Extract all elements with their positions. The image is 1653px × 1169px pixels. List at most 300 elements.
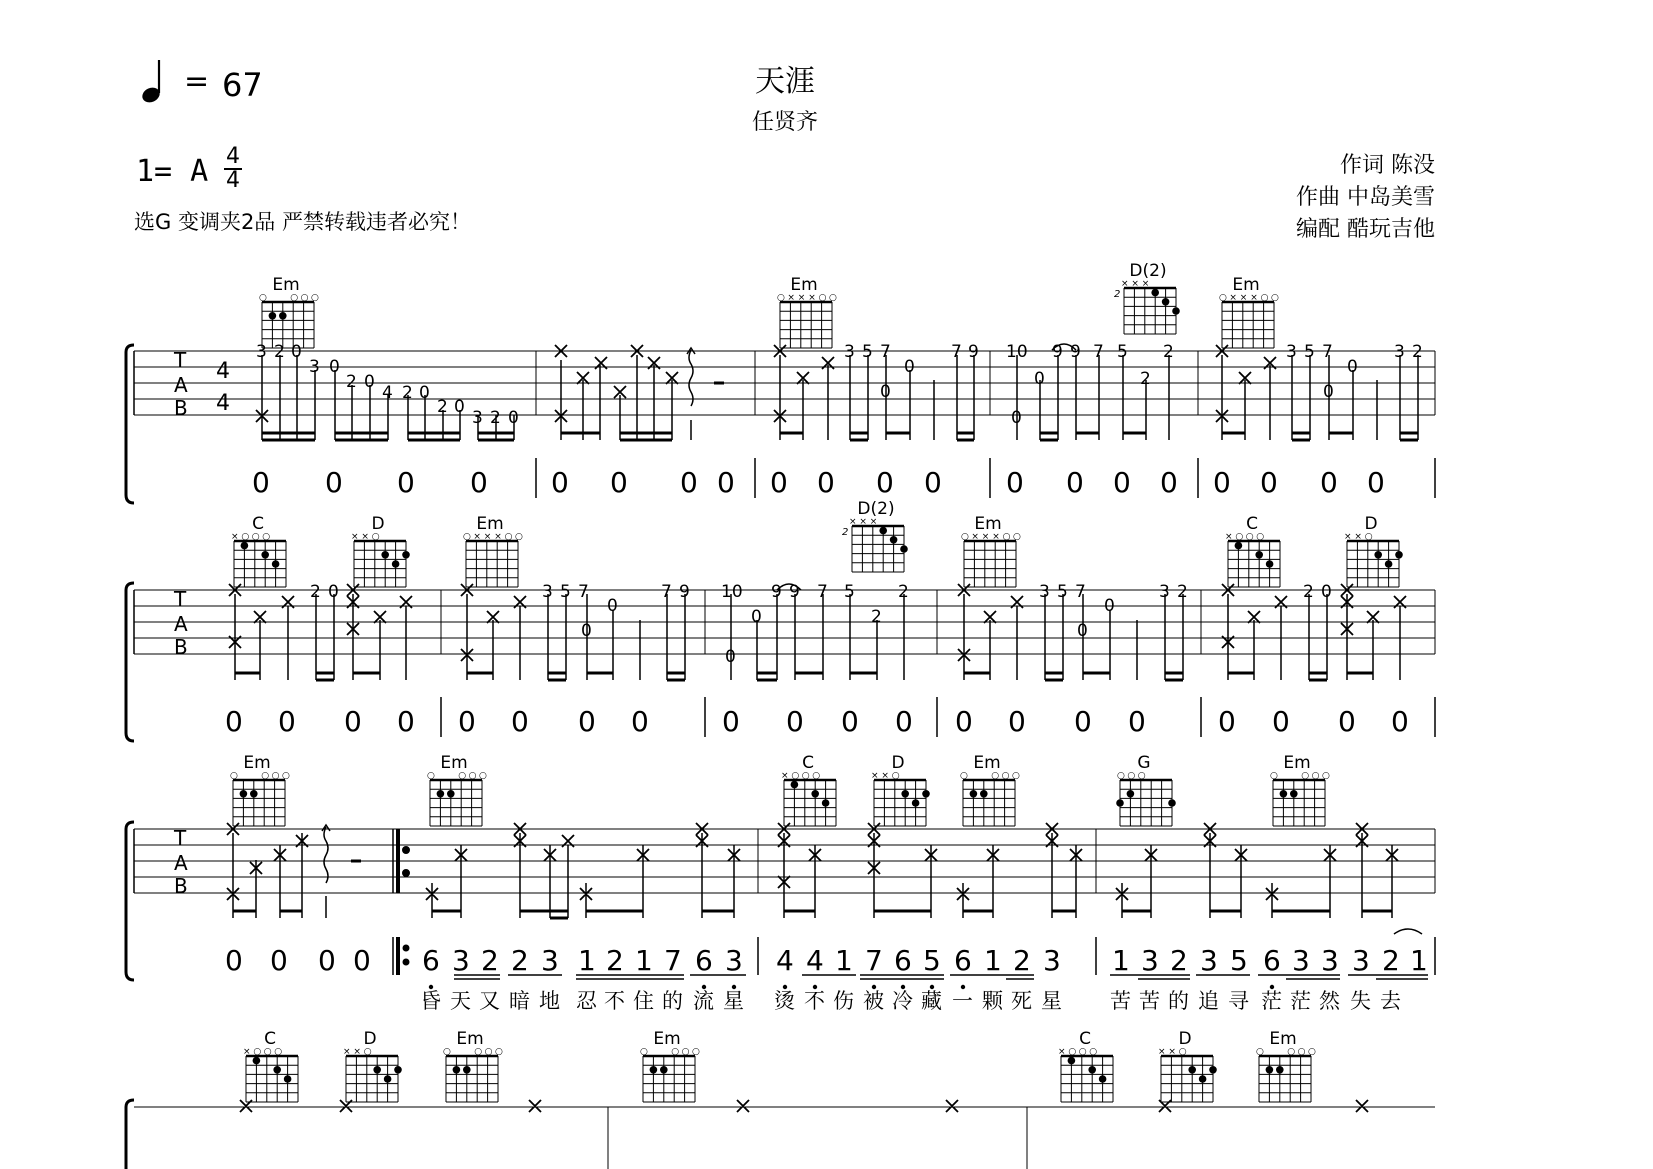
svg-text:○: ○ (1245, 532, 1254, 542)
svg-text:2: 2 (1163, 342, 1174, 362)
chord-diagram-d2 (1114, 261, 1182, 342)
chord-grid-icon (1118, 772, 1178, 830)
svg-text:○: ○ (479, 771, 487, 781)
svg-text:0: 0 (325, 466, 343, 499)
chord-name: D (1364, 514, 1378, 534)
svg-text:×: × (483, 532, 492, 542)
svg-text:×: × (1344, 532, 1352, 542)
svg-text:7: 7 (664, 944, 682, 977)
svg-text:3: 3 (1141, 944, 1159, 977)
svg-text:○: ○ (1002, 532, 1011, 542)
svg-text:烫: 烫 (774, 989, 795, 1013)
svg-text:○: ○ (777, 293, 785, 303)
svg-text:0: 0 (1321, 582, 1332, 602)
chord-diagram-d (344, 1030, 404, 1110)
tab-clef-a: A (174, 373, 188, 397)
svg-text:0: 0 (1323, 382, 1334, 402)
chord-diagram-c (1226, 515, 1286, 595)
svg-text:9: 9 (1070, 342, 1081, 362)
svg-text:A: A (174, 612, 188, 636)
svg-text:7: 7 (817, 582, 828, 602)
svg-text:0: 0 (607, 596, 618, 616)
svg-text:○: ○ (812, 771, 821, 781)
svg-text:B: B (174, 874, 188, 898)
svg-text:0: 0 (1367, 466, 1385, 499)
tempo-equals: = (184, 64, 210, 99)
svg-text:4: 4 (806, 944, 824, 977)
svg-text:○: ○ (1219, 293, 1227, 303)
chord-grid-icon (1220, 294, 1280, 352)
chord-name: Em (440, 753, 468, 773)
svg-text:7: 7 (1093, 342, 1104, 362)
svg-text:5: 5 (862, 342, 873, 362)
chord-grid-icon (344, 1048, 404, 1106)
svg-text:×: × (351, 532, 359, 542)
chord-name: Em (973, 753, 1001, 773)
svg-text:3: 3 (1352, 944, 1370, 977)
svg-text:10: 10 (721, 582, 743, 602)
tempo-bpm: 67 (222, 66, 263, 104)
svg-text:9: 9 (771, 582, 782, 602)
song-title: 天涯 (755, 64, 815, 99)
svg-text:×: × (353, 1047, 361, 1057)
arranger: 编配 酷玩吉他 (1296, 217, 1435, 242)
chord-grid-icon (352, 533, 412, 591)
svg-text:×: × (787, 293, 795, 303)
svg-text:3: 3 (844, 342, 855, 362)
svg-text:○: ○ (230, 771, 238, 781)
svg-text:0: 0 (278, 705, 296, 738)
svg-text:×: × (473, 532, 481, 542)
chord-name: Em (456, 1029, 484, 1049)
svg-text:1: 1 (984, 944, 1002, 977)
svg-text:0: 0 (328, 582, 339, 602)
svg-text:○: ○ (1256, 532, 1265, 542)
chord-grid-icon (231, 772, 291, 830)
svg-text:不: 不 (604, 989, 625, 1013)
svg-text:一: 一 (952, 989, 973, 1013)
svg-text:0: 0 (1320, 466, 1338, 499)
svg-text:×: × (1354, 532, 1362, 542)
svg-text:○: ○ (1068, 1047, 1077, 1057)
svg-text:茫: 茫 (1261, 989, 1282, 1013)
svg-text:0: 0 (955, 705, 973, 738)
svg-text:天: 天 (450, 989, 471, 1013)
svg-text:0: 0 (397, 466, 415, 499)
svg-text:0: 0 (610, 466, 628, 499)
chord-grid-icon (464, 533, 524, 591)
svg-text:0: 0 (225, 705, 243, 738)
jianpu-row2 (225, 705, 1409, 738)
svg-text:2: 2 (1013, 944, 1031, 977)
tab-clef-3 (173, 826, 188, 898)
svg-text:0: 0 (786, 705, 804, 738)
svg-text:×: × (992, 532, 1000, 542)
time-signature-bottom: 4 (226, 168, 240, 193)
svg-text:0: 0 (1338, 705, 1356, 738)
capo-note: 选G 变调夹2品 严禁转载违者必究！ (134, 210, 471, 234)
svg-text:×: × (797, 293, 806, 303)
svg-text:○: ○ (427, 771, 435, 781)
svg-text:2: 2 (898, 582, 909, 602)
svg-text:星: 星 (1041, 989, 1062, 1013)
system-2 (126, 583, 1435, 741)
svg-text:0: 0 (329, 357, 340, 377)
chord-grid-icon (1345, 533, 1405, 591)
svg-text:苦: 苦 (1139, 989, 1160, 1013)
svg-text:5: 5 (560, 582, 571, 602)
svg-text:○: ○ (443, 1047, 451, 1057)
svg-text:6: 6 (695, 944, 713, 977)
svg-text:○: ○ (474, 1047, 483, 1057)
svg-text:0: 0 (578, 705, 596, 738)
svg-text:3: 3 (542, 582, 553, 602)
svg-text:3: 3 (541, 944, 559, 977)
svg-text:○: ○ (363, 1047, 372, 1057)
svg-text:0: 0 (880, 382, 891, 402)
svg-text:0: 0 (1128, 705, 1146, 738)
svg-text:○: ○ (241, 532, 250, 542)
key-signature: 1= A (136, 154, 209, 189)
svg-text:0: 0 (511, 705, 529, 738)
composer: 作曲 中岛美雪 (1296, 185, 1435, 210)
svg-text:0: 0 (1260, 466, 1278, 499)
svg-text:×: × (1121, 279, 1129, 289)
svg-text:4: 4 (382, 383, 393, 403)
chord-diagram-d (1345, 515, 1405, 595)
svg-text:3: 3 (452, 944, 470, 977)
chord-name: D (1178, 1029, 1192, 1049)
chord-name: Em (243, 753, 271, 773)
svg-text:○: ○ (263, 1047, 272, 1057)
svg-text:0: 0 (397, 705, 415, 738)
chord-grid-icon (778, 294, 838, 352)
chord-name: C (264, 1029, 276, 1049)
svg-text:3: 3 (309, 357, 320, 377)
chord-name: D (371, 514, 385, 534)
svg-text:○: ○ (262, 532, 271, 542)
jianpu-row3-melody (422, 944, 1428, 977)
svg-text:×: × (1058, 1047, 1066, 1057)
svg-text:0: 0 (1272, 705, 1290, 738)
svg-text:○: ○ (1127, 771, 1136, 781)
chord-diagram-em (444, 1030, 504, 1110)
svg-text:2: 2 (1303, 582, 1314, 602)
svg-text:9: 9 (789, 582, 800, 602)
svg-text:○: ○ (1287, 1047, 1296, 1057)
chord-name: Em (476, 514, 504, 534)
svg-text:○: ○ (801, 771, 810, 781)
svg-text:0: 0 (751, 607, 762, 627)
svg-text:3: 3 (1039, 582, 1050, 602)
chord-name: Em (1269, 1029, 1297, 1049)
svg-text:1: 1 (578, 944, 596, 977)
svg-text:○: ○ (1271, 293, 1279, 303)
svg-text:○: ○ (311, 293, 319, 303)
svg-text:7: 7 (865, 944, 883, 977)
svg-text:7: 7 (661, 582, 672, 602)
svg-text:○: ○ (1311, 771, 1320, 781)
svg-text:0: 0 (291, 342, 302, 362)
svg-text:0: 0 (1213, 466, 1231, 499)
svg-text:流: 流 (693, 989, 714, 1013)
svg-text:7: 7 (951, 342, 962, 362)
tab-clef-b: B (174, 396, 188, 420)
chord-diagram-c (232, 515, 292, 595)
svg-text:3: 3 (1159, 582, 1170, 602)
svg-text:×: × (808, 293, 816, 303)
chord-diagram-d (352, 515, 412, 595)
svg-text:×: × (1229, 293, 1237, 303)
tab-ts-bottom: 4 (216, 391, 230, 416)
svg-text:5: 5 (923, 944, 941, 977)
svg-text:×: × (1250, 293, 1258, 303)
chord-diagram-em (464, 515, 524, 595)
svg-text:0: 0 (454, 397, 465, 417)
svg-text:0: 0 (551, 466, 569, 499)
svg-text:×: × (243, 1047, 251, 1057)
svg-text:0: 0 (876, 466, 894, 499)
svg-text:0: 0 (1074, 705, 1092, 738)
svg-text:去: 去 (1380, 989, 1401, 1013)
svg-text:×: × (869, 517, 878, 527)
chord-name: Em (790, 275, 818, 295)
svg-text:星: 星 (723, 989, 744, 1013)
chord-name: Em (653, 1029, 681, 1049)
svg-text:×: × (1131, 279, 1139, 289)
svg-text:9: 9 (1052, 342, 1063, 362)
svg-text:0: 0 (770, 466, 788, 499)
chord-grid-icon (961, 772, 1021, 830)
svg-text:5: 5 (1304, 342, 1315, 362)
chord-grid-icon (444, 1048, 504, 1106)
svg-text:0: 0 (364, 372, 375, 392)
svg-text:0: 0 (1066, 466, 1084, 499)
svg-text:2: 2 (511, 944, 529, 977)
chord-name: D(2) (1129, 261, 1167, 281)
lyrics-row3 (420, 989, 1401, 1013)
chord-diagram-c (782, 754, 842, 834)
chord-grid-icon (1257, 1048, 1317, 1106)
chord-diagram-c (244, 1030, 304, 1110)
svg-text:9: 9 (679, 582, 690, 602)
svg-text:○: ○ (282, 771, 290, 781)
svg-text:0: 0 (1006, 466, 1024, 499)
svg-text:0: 0 (225, 944, 243, 977)
chord-diagram-d2 (842, 499, 910, 580)
svg-text:0: 0 (419, 383, 430, 403)
svg-text:1: 1 (835, 944, 853, 977)
svg-text:苦: 苦 (1110, 989, 1131, 1013)
svg-text:2: 2 (1382, 944, 1400, 977)
chord-grid-icon (1114, 279, 1182, 338)
chord-name: C (1079, 1029, 1091, 1049)
svg-text:×: × (231, 532, 239, 542)
svg-text:○: ○ (458, 771, 467, 781)
svg-text:2: 2 (842, 527, 849, 539)
svg-text:0: 0 (680, 466, 698, 499)
svg-text:2: 2 (1114, 289, 1121, 301)
svg-text:6: 6 (1263, 944, 1281, 977)
svg-text:6: 6 (894, 944, 912, 977)
jianpu-row3-rest (225, 944, 371, 977)
svg-text:×: × (1225, 532, 1233, 542)
chord-grid-icon (1226, 533, 1286, 591)
chord-grid-icon (428, 772, 488, 830)
svg-text:住: 住 (633, 989, 654, 1013)
svg-text:○: ○ (484, 1047, 493, 1057)
svg-text:0: 0 (1391, 705, 1409, 738)
svg-text:○: ○ (1364, 532, 1373, 542)
svg-text:3: 3 (1043, 944, 1061, 977)
chord-diagram-c (1059, 1030, 1119, 1110)
chord-grid-icon (1271, 772, 1331, 830)
svg-text:伤: 伤 (833, 989, 854, 1013)
svg-text:○: ○ (1078, 1047, 1087, 1057)
svg-text:○: ○ (463, 532, 471, 542)
svg-text:○: ○ (991, 771, 1000, 781)
chord-diagram-em (641, 1030, 701, 1110)
chord-diagram-em (1257, 1030, 1317, 1110)
svg-text:○: ○ (818, 293, 827, 303)
svg-text:6: 6 (954, 944, 972, 977)
svg-text:×: × (881, 771, 889, 781)
svg-text:0: 0 (924, 466, 942, 499)
tab-clef-2 (173, 587, 188, 659)
svg-text:○: ○ (1270, 771, 1278, 781)
svg-text:0: 0 (725, 647, 736, 667)
svg-text:2: 2 (490, 408, 501, 428)
svg-text:3: 3 (1321, 944, 1339, 977)
svg-text:1: 1 (1410, 944, 1428, 977)
chord-grid-icon (872, 772, 932, 830)
chord-diagram-em (1220, 276, 1280, 356)
svg-text:×: × (859, 517, 867, 527)
svg-text:0: 0 (270, 944, 288, 977)
svg-text:○: ○ (961, 532, 969, 542)
chord-diagram-em (961, 754, 1021, 834)
svg-text:3: 3 (1200, 944, 1218, 977)
svg-text:○: ○ (251, 532, 260, 542)
svg-text:地: 地 (539, 989, 560, 1013)
svg-text:2: 2 (871, 607, 882, 627)
svg-text:×: × (1168, 1047, 1176, 1057)
svg-text:失: 失 (1350, 989, 1371, 1013)
svg-text:×: × (361, 532, 369, 542)
svg-text:○: ○ (290, 293, 299, 303)
svg-text:2: 2 (346, 372, 357, 392)
system-4 (126, 1100, 1435, 1169)
svg-text:0: 0 (1113, 466, 1131, 499)
chord-grid-icon (1059, 1048, 1119, 1106)
svg-text:暗: 暗 (509, 989, 530, 1013)
svg-text:0: 0 (631, 705, 649, 738)
svg-text:○: ○ (274, 1047, 283, 1057)
chord-grid-icon (244, 1048, 304, 1106)
svg-text:○: ○ (1001, 771, 1010, 781)
svg-text:○: ○ (504, 532, 513, 542)
chord-grid-icon (782, 772, 842, 830)
svg-text:○: ○ (829, 293, 837, 303)
svg-text:5: 5 (1057, 582, 1068, 602)
chord-diagram-em (260, 276, 320, 356)
svg-text:2: 2 (1177, 582, 1188, 602)
tab-ts-top: 4 (216, 359, 230, 384)
svg-text:○: ○ (960, 771, 968, 781)
svg-text:2: 2 (402, 383, 413, 403)
svg-text:○: ○ (1137, 771, 1146, 781)
svg-text:3: 3 (256, 342, 267, 362)
time-signature-top: 4 (226, 144, 240, 169)
svg-text:2: 2 (1140, 369, 1151, 389)
svg-text:○: ○ (1308, 1047, 1316, 1057)
svg-text:○: ○ (259, 293, 267, 303)
chord-grid-icon (842, 517, 910, 576)
svg-text:×: × (981, 532, 990, 542)
svg-text:2: 2 (606, 944, 624, 977)
svg-text:○: ○ (371, 532, 380, 542)
svg-text:0: 0 (722, 705, 740, 738)
chord-diagram-d (1159, 1030, 1219, 1110)
svg-text:○: ○ (515, 532, 523, 542)
svg-text:○: ○ (1256, 1047, 1264, 1057)
chord-grid-icon (962, 533, 1022, 591)
chord-grid-icon (1159, 1048, 1219, 1106)
svg-text:0: 0 (895, 705, 913, 738)
svg-text:○: ○ (692, 1047, 700, 1057)
chord-diagram-em (778, 276, 838, 356)
chord-name: C (802, 753, 814, 773)
svg-text:茫: 茫 (1290, 989, 1311, 1013)
chord-grid-icon (260, 294, 320, 352)
svg-text:T: T (174, 587, 187, 611)
chord-diagram-g (1118, 754, 1178, 834)
svg-text:0: 0 (1347, 357, 1358, 377)
chord-name: D (891, 753, 905, 773)
svg-text:○: ○ (1117, 771, 1125, 781)
svg-text:被: 被 (863, 989, 884, 1013)
svg-text:0: 0 (353, 944, 371, 977)
chord-name: G (1137, 753, 1151, 773)
svg-text:○: ○ (300, 293, 309, 303)
svg-text:×: × (1141, 279, 1150, 289)
svg-text:0: 0 (252, 466, 270, 499)
svg-text:○: ○ (468, 771, 477, 781)
svg-text:昏: 昏 (420, 989, 441, 1013)
svg-text:○: ○ (681, 1047, 690, 1057)
svg-text:○: ○ (271, 771, 280, 781)
svg-text:3: 3 (1394, 342, 1405, 362)
svg-text:9: 9 (968, 342, 979, 362)
svg-text:0: 0 (1011, 408, 1022, 428)
svg-text:死: 死 (1011, 989, 1032, 1013)
svg-text:3: 3 (725, 944, 743, 977)
svg-text:5: 5 (1230, 944, 1248, 977)
svg-text:7: 7 (1075, 582, 1086, 602)
svg-text:○: ○ (495, 1047, 503, 1057)
tab-clef-t: T (174, 348, 187, 372)
svg-text:0: 0 (318, 944, 336, 977)
svg-text:5: 5 (844, 582, 855, 602)
svg-text:○: ○ (1013, 532, 1021, 542)
chord-name: Em (974, 514, 1002, 534)
svg-text:2: 2 (310, 582, 321, 602)
chord-name: Em (272, 275, 300, 295)
svg-text:7: 7 (578, 582, 589, 602)
svg-text:3: 3 (472, 408, 483, 428)
svg-text:又: 又 (479, 989, 500, 1013)
svg-text:冷: 冷 (892, 989, 913, 1013)
